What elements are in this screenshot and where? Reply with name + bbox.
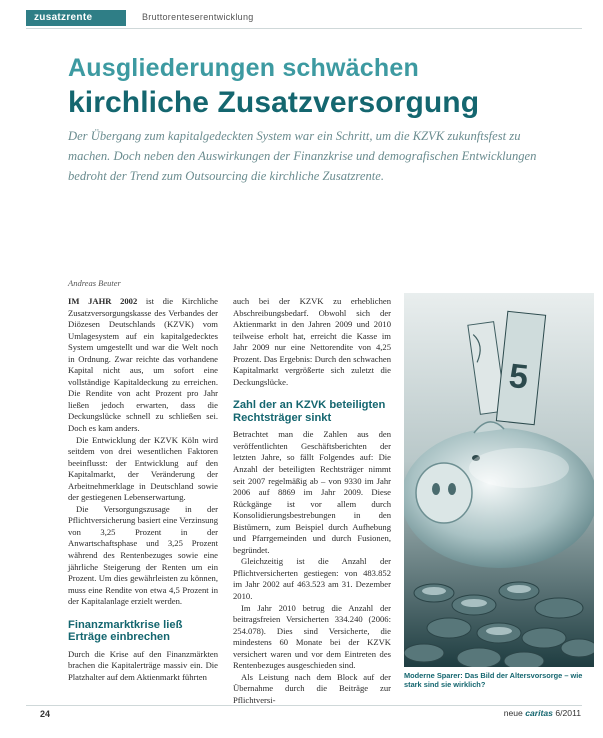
author-byline: Andreas Beuter bbox=[68, 278, 121, 288]
article-column-2 bbox=[233, 296, 391, 707]
section-tag: zusatzrente bbox=[26, 10, 126, 26]
subheading: Finanzmarktkrise ließ Erträge einbrechen bbox=[68, 618, 183, 644]
article-column-1 bbox=[68, 296, 218, 683]
footer-divider bbox=[26, 705, 582, 706]
section-subtitle: Bruttorenteserentwicklung bbox=[142, 12, 254, 22]
paragraph: Die Entwicklung der KZVK Köln wird seitdem von drei wesentlichen Faktoren beeinflusst: der Entwicklung auf den Kapitalmarkt, der Veränderung der Arbeitnehmerklage in Deutschland sowie der gestiegenen Lebenserwartung. bbox=[68, 434, 218, 503]
paragraph: Im Jahr 2010 betrug die Anzahl der beitragsfreien Versicherten 334.240 (2006: 254.078). Dies sind Versicherte, die mindestens 60 Monate bei der KZVK versichert waren und vor dem Eintreten des Rentenbezuges ausgeschieden sind. bbox=[233, 602, 391, 671]
svg-text:5: 5 bbox=[507, 356, 530, 397]
paragraph: Gleichzeitig ist die Anzahl der Pflichtversicherten gestiegen: von 483.852 im Jahr 2002 auf 463.523 am 31. Dezember 2010. bbox=[233, 556, 391, 602]
paragraph: Betrachtet man die Zahlen aus den veröffentlichten Geschäftsberichten der letzten Jahre, so fällt Folgendes auf: Die Anzahl der beteiligten Rechtsträger nimmt seit 2007 regelmäßig ab – von 9330 im Jahr 2006 auf 8869 im Jahr 2009. Diese Rückgänge ist vor allem durch Konsolidierungsbestrebungen in den Bistümern, zum Beispiel durch Aufhebung und Pfarrgemeinden und durch Fusionen, begründet. bbox=[233, 429, 391, 555]
lead-in-caps: IM JAHR 2002 bbox=[68, 296, 138, 306]
paragraph: Als Leistung nach dem Block auf der Übernahme durch die Beiträge zur Pflichtversi- bbox=[233, 671, 391, 705]
header-divider bbox=[26, 28, 582, 29]
piggy-bank-illustration bbox=[404, 293, 594, 667]
magazine-footer: neue caritas 6/2011 bbox=[503, 708, 581, 718]
subheading: Zahl der an KZVK beteiligten Rechtsträger sinkt bbox=[233, 399, 386, 424]
paragraph: Die Versorgungszusage in der Pflichtversicherung basiert eine Verzinsung von 3,25 Prozent in der Anwartschaftsphase und 3,25 Prozent während des Rentenbezuges sowie eine jährliche Steigerung der Renten um ein Prozent. Um dies gewährleisten zu können, muss eine Rendite von etwa 4,5 Prozent in der Kapitalanlage erzielt werden. bbox=[68, 503, 218, 607]
piggy-bank-photo bbox=[404, 293, 594, 667]
paragraph: Durch die Krise auf den Finanzmärkten brachen die Kapitalerträge massiv ein. Die Platzhalter auf dem Aktienmarkt führten bbox=[68, 648, 218, 682]
title-line-2: kirchliche Zusatzversorgung bbox=[68, 86, 480, 119]
title-line-1: Ausgliederungen schwächen bbox=[68, 54, 419, 82]
pig-snout bbox=[416, 463, 472, 523]
lead-paragraph: Der Übergang zum kapitalgedeckten System war ein Schritt, um die KZVK zukunftsfest zu machen. Doch neben den Auswirkungen der Finanzkrise und demografischen Entwicklungen bedroht der Trend zum Outsourcing die kirchliche Zusatzrente. bbox=[68, 129, 537, 183]
paragraph: auch bei der KZVK zu erheblichen Abschreibungsbedarf. Obwohl sich der Aktienmarkt in den Jahren 2009 und 2010 teilweise erholt hat, erreicht die Kasse im Jahr 2009 nur eine Nettorendite von 4,25 Prozent. Das Ergebnis: Durch den schwachen Kapitalmarkt vergrößerte sich zuletzt die Deckungslücke. bbox=[233, 296, 391, 387]
page-number: 24 bbox=[40, 709, 51, 719]
paragraph: IM JAHR 2002 ist die Kirchliche Zusatzversorgungskasse des Verbandes der Diözesen Deutschlands (KZVK) vom Umlagesystem auf ein kapitalgedecktes System umgestellt und war die Welt noch in Ordnung. Zwar reichte das vorhandene Kapital nicht aus, um sofort eine vollständige Kapitaldeckung zu erreichen. Die Rendite von acht Prozent pro Jahr ließen jedoch erwarten, dass die Deckungslücke schnell zu schließen sei. Doch es kam anders. bbox=[68, 296, 218, 434]
photo-caption: Moderne Sparer: Das Bild der Altersvorsorge – wie stark sind sie wirklich? bbox=[404, 671, 583, 690]
magazine-brand: caritas bbox=[525, 708, 553, 718]
